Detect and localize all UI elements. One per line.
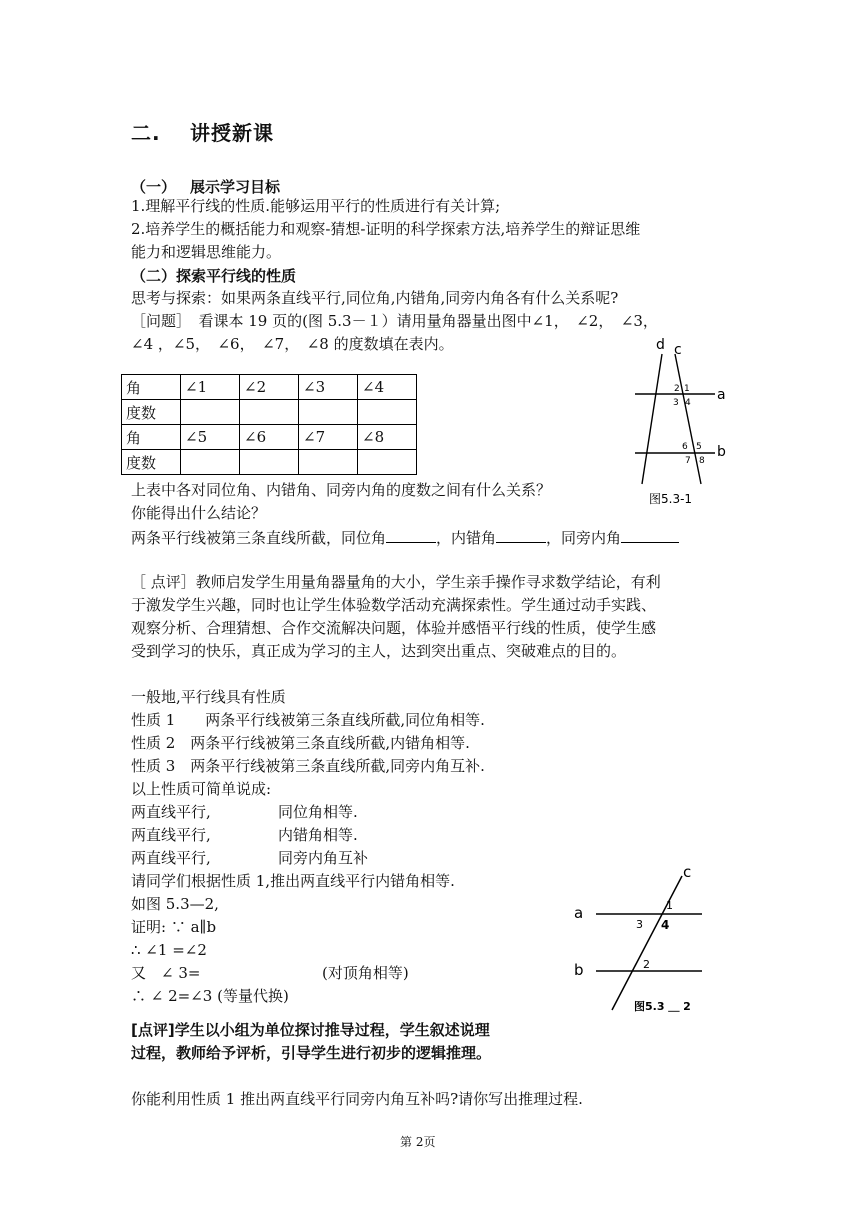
- proof-ask: 请同学们根据性质 1,推出两直线平行内错角相等.: [131, 872, 455, 890]
- proof-line-3-right: (对顶角相等): [322, 964, 409, 982]
- problem-line-1: ［问题］ 看课本 19 页的(图 5.3－１）请用量角器量出图中∠1， ∠2， ∠3，: [131, 312, 658, 330]
- table-cell-empty[interactable]: [299, 450, 358, 475]
- short-1-right: 同位角相等.: [278, 803, 358, 821]
- angle-label: 5: [696, 442, 702, 452]
- figure-5-3-2: [570, 860, 710, 1016]
- short-3-right: 同旁内角互补: [278, 849, 369, 867]
- table-cell-empty[interactable]: [240, 450, 299, 475]
- table-cell: ∠8: [358, 425, 417, 450]
- table-cell: 度数: [122, 450, 181, 475]
- short-intro: 以上性质可简单说成:: [131, 780, 272, 798]
- angle-label: 4: [685, 398, 691, 408]
- comment2-line-1: [点评]学生以小组为单位探讨推导过程，学生叙述说理: [131, 1021, 490, 1039]
- goal-line-3: 能力和逻辑思维能力。: [131, 243, 282, 261]
- proof-line-4: ∴ ∠ 2=∠3 (等量代换): [131, 987, 289, 1005]
- comment-line-2: 于激发学生兴趣，同时也让学生体验数学活动充满探索性。学生通过动手实践、: [131, 596, 657, 614]
- angle-label: 2: [643, 958, 650, 971]
- table-cell: 角: [122, 375, 181, 400]
- table-cell: ∠3: [299, 375, 358, 400]
- proof-fig-ref: 如图 5.3—2,: [131, 895, 219, 913]
- comment2-line-2: 过程，教师给予评析，引导学生进行初步的逻辑推理。: [131, 1044, 492, 1062]
- label-d: d: [656, 337, 665, 353]
- table-row: [122, 375, 417, 400]
- table-row: [122, 400, 417, 425]
- table-cell: 角: [122, 425, 181, 450]
- angle-label: 3: [673, 398, 679, 408]
- section-title: 讲授新课: [190, 121, 274, 145]
- table-cell: ∠6: [240, 425, 299, 450]
- goal-line-2: 2.培养学生的概括能力和观察-猜想-证明的科学探索方法,培养学生的辩证思维: [131, 220, 641, 238]
- question-2: 你能得出什么结论？: [131, 504, 267, 522]
- angle-label: 4: [661, 918, 670, 932]
- goal-line-1: 1.理解平行线的性质.能够运用平行的性质进行有关计算;: [131, 197, 501, 215]
- question-1: 上表中各对同位角、内错角、同旁内角的度数之间有什么关系？: [131, 481, 552, 499]
- angle-label: 7: [685, 456, 691, 466]
- label-c: c: [674, 342, 682, 358]
- comment-line-3: 观察分析、合理猜想、合作交流解决问题，体验并感悟平行线的性质，使学生感: [131, 619, 657, 637]
- figure-caption: 图5.3 ＿ 2: [634, 1000, 691, 1013]
- line-c: [612, 876, 682, 1010]
- proof-line-3-left: 又 ∠ 3=: [131, 964, 201, 982]
- comment-line-1: ［ 点评］教师启发学生用量角器量角的大小，学生亲手操作寻求数学结论，有利: [131, 573, 661, 591]
- blank-corresponding[interactable]: [386, 526, 436, 543]
- subsection-label: （一）: [131, 178, 177, 196]
- fill-mid-1: ，内错角: [436, 529, 497, 547]
- angle-label: 1: [666, 899, 673, 912]
- fill-in-sentence: [131, 526, 679, 548]
- angle-table: [121, 374, 417, 475]
- table-cell: ∠7: [299, 425, 358, 450]
- short-3-left: 两直线平行,: [131, 849, 211, 867]
- comment-line-4: 受到学习的快乐，真正成为学习的主人，达到突出重点、突破难点的目的。: [131, 642, 627, 660]
- label-b: b: [574, 961, 584, 979]
- short-2-left: 两直线平行,: [131, 826, 211, 844]
- fill-prefix: 两条平行线被第三条直线所截，同位角: [131, 529, 387, 547]
- table-cell: ∠5: [181, 425, 240, 450]
- table-cell-empty[interactable]: [299, 400, 358, 425]
- table-cell-empty[interactable]: [240, 400, 299, 425]
- table-cell: ∠2: [240, 375, 299, 400]
- table-cell: 度数: [122, 400, 181, 425]
- blank-interior[interactable]: [621, 526, 679, 543]
- proof-line-2: ∴ ∠1 =∠2: [131, 941, 207, 959]
- table-cell-empty[interactable]: [181, 400, 240, 425]
- proof-line-1: 证明: ∵ a∥b: [131, 918, 217, 936]
- short-2-right: 内错角相等.: [278, 826, 358, 844]
- section-number: 二.: [131, 121, 161, 145]
- subsection-title-2: （二）探索平行线的性质: [131, 267, 297, 285]
- label-a: a: [574, 904, 584, 922]
- table-cell: ∠4: [358, 375, 417, 400]
- table-cell: ∠1: [181, 375, 240, 400]
- label-b: b: [717, 444, 726, 460]
- property-3: 性质 3 两条平行线被第三条直线所截,同旁内角互补.: [131, 757, 485, 775]
- table-row: [122, 450, 417, 475]
- think-line: 思考与探索：如果两条直线平行,同位角,内错角,同旁内角各有什么关系呢?: [131, 289, 619, 307]
- fill-mid-2: ，同旁内角: [546, 529, 622, 547]
- angle-label: 2: [674, 384, 680, 394]
- properties-intro: 一般地,平行线具有性质: [131, 688, 286, 706]
- figure-caption: 图5.3-1: [649, 492, 693, 506]
- line-d: [642, 354, 662, 484]
- final-question: 你能利用性质 1 推出两直线平行同旁内角互补吗?请你写出推理过程.: [131, 1090, 583, 1108]
- label-a: a: [717, 387, 726, 403]
- angle-label: 8: [699, 456, 705, 466]
- table-cell-empty[interactable]: [358, 450, 417, 475]
- angle-label: 1: [684, 384, 690, 394]
- figure-5-3-1: [625, 332, 735, 510]
- label-c: c: [683, 863, 692, 881]
- angle-label: 6: [682, 442, 688, 452]
- subsection-title: 展示学习目标: [190, 178, 281, 196]
- blank-alternate[interactable]: [496, 526, 546, 543]
- page-number: 第 2页: [400, 1135, 436, 1149]
- property-1: 性质 1 两条平行线被第三条直线所截,同位角相等.: [131, 711, 485, 729]
- problem-line-2: ∠4 ，∠5， ∠6， ∠7， ∠8 的度数填在表内。: [131, 335, 454, 353]
- property-2: 性质 2 两条平行线被第三条直线所截,内错角相等.: [131, 734, 470, 752]
- table-row: [122, 425, 417, 450]
- short-1-left: 两直线平行,: [131, 803, 211, 821]
- table-cell-empty[interactable]: [181, 450, 240, 475]
- table-cell-empty[interactable]: [358, 400, 417, 425]
- angle-label: 3: [636, 918, 643, 931]
